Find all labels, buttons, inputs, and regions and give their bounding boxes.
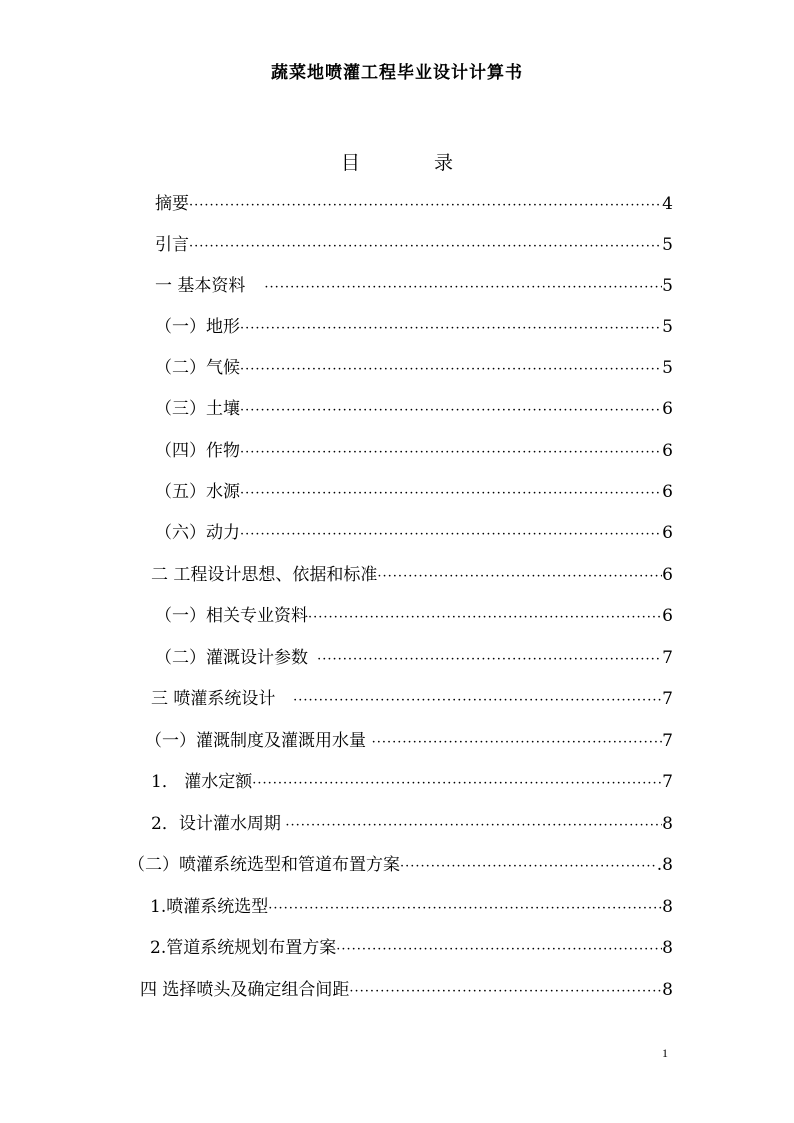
toc-entry-text: 四 选择喷头及确定组合间距	[140, 980, 350, 1000]
toc-entry-page: 6	[662, 441, 673, 461]
toc-dot-leader	[372, 735, 663, 750]
toc-entry-page: 6	[662, 523, 673, 543]
toc-entry[interactable]	[151, 767, 673, 793]
toc-entry[interactable]	[155, 353, 673, 379]
toc-entry-page: 8	[662, 897, 673, 917]
toc-entry-page: 8	[662, 938, 673, 958]
toc-entry-text: （一）灌溉制度及灌溉用水量	[145, 731, 366, 751]
page-number: 1	[662, 1046, 668, 1060]
toc-entry-page: 6	[662, 606, 673, 626]
toc-entry[interactable]	[145, 726, 673, 752]
toc-entry-text: （四）作物	[155, 441, 240, 461]
toc-entry-page: 4	[662, 194, 673, 214]
toc-entry[interactable]	[151, 684, 673, 710]
toc-entry-text: （二）灌溉设计参数	[155, 648, 308, 668]
toc-entry[interactable]	[155, 477, 673, 503]
toc-entry-page: 6	[662, 482, 673, 502]
toc-entry[interactable]	[155, 601, 673, 627]
toc-entry[interactable]	[140, 975, 673, 1001]
toc-entry[interactable]	[155, 394, 673, 420]
toc-entry-text: 二 工程设计思想、依据和标准	[151, 565, 378, 585]
toc-dot-leader	[189, 198, 662, 213]
toc-entry[interactable]	[150, 892, 673, 918]
toc-entry-text: （三）土壤	[155, 399, 240, 419]
toc-entry-page: 6	[662, 399, 673, 419]
toc-entry-text: 引言	[155, 235, 189, 255]
toc-dot-leader	[264, 280, 662, 295]
toc-entry-page: 6	[662, 565, 673, 585]
toc-entry[interactable]	[155, 312, 673, 338]
toc-dot-leader	[240, 445, 662, 460]
toc-entry-text: 1.喷灌系统选型	[150, 897, 269, 917]
toc-entry-text: （六）动力	[155, 523, 240, 543]
toc-dot-leader	[308, 610, 662, 625]
toc-dot-leader	[240, 403, 662, 418]
toc-dot-leader	[240, 321, 662, 336]
toc-entry-text: 2.管道系统规划布置方案	[150, 938, 337, 958]
toc-dot-leader	[240, 362, 662, 377]
toc-entry-text: 摘要	[155, 194, 189, 214]
toc-entry-page: 7	[662, 731, 673, 751]
toc-entry-page: 5	[662, 358, 673, 378]
toc-entry-text: （二）气候	[155, 358, 240, 378]
toc-entry-page: 5	[662, 317, 673, 337]
toc-entry-page: 8	[662, 980, 673, 1000]
toc-dot-leader	[400, 859, 657, 874]
document-title: 蔬菜地喷灌工程毕业设计计算书	[271, 63, 523, 83]
toc-dot-leader	[240, 486, 662, 501]
toc-dot-leader	[317, 652, 662, 667]
toc-entry-text: （一）相关专业资料	[155, 606, 308, 626]
toc-entry-text: 一 基本资料	[155, 276, 246, 296]
toc-dot-leader	[293, 693, 662, 708]
toc-entry-page: 7	[662, 648, 673, 668]
toc-entry-text: 2．设计灌水周期	[151, 814, 281, 834]
toc-entry[interactable]	[151, 809, 673, 835]
toc-entry[interactable]	[155, 436, 673, 462]
toc-entry[interactable]	[155, 518, 673, 544]
toc-entry-text: （二）喷灌系统选型和管道布置方案	[128, 855, 400, 875]
toc-entry-text: （一）地形	[155, 317, 240, 337]
toc-entry-page: 5	[662, 276, 673, 296]
toc-entry-text: （五）水源	[155, 482, 240, 502]
toc-entry-page: .8	[656, 855, 673, 875]
toc-entry-page: 5	[662, 235, 673, 255]
toc-entry[interactable]	[155, 189, 673, 215]
toc-entry-page: 7	[662, 689, 673, 709]
toc-entry[interactable]	[128, 850, 673, 876]
toc-dot-leader	[268, 901, 662, 916]
toc-entry[interactable]	[150, 933, 673, 959]
toc-entry[interactable]	[155, 271, 673, 297]
toc-heading: 目 录	[340, 152, 488, 174]
toc-dot-leader	[189, 239, 662, 254]
toc-dot-leader	[349, 984, 662, 999]
toc-entry-text: 三 喷灌系统设计	[151, 689, 276, 709]
toc-dot-leader	[252, 776, 662, 791]
toc-dot-leader	[240, 527, 662, 542]
toc-entry-text: 1． 灌水定额	[151, 772, 253, 792]
toc-entry[interactable]	[151, 560, 673, 586]
toc-entry-page: 7	[662, 772, 673, 792]
toc-dot-leader	[285, 818, 662, 833]
toc-entry[interactable]	[155, 230, 673, 256]
toc-dot-leader	[336, 942, 662, 957]
toc-dot-leader	[377, 569, 662, 584]
toc-entry-page: 8	[662, 814, 673, 834]
toc-entry[interactable]	[155, 643, 673, 669]
